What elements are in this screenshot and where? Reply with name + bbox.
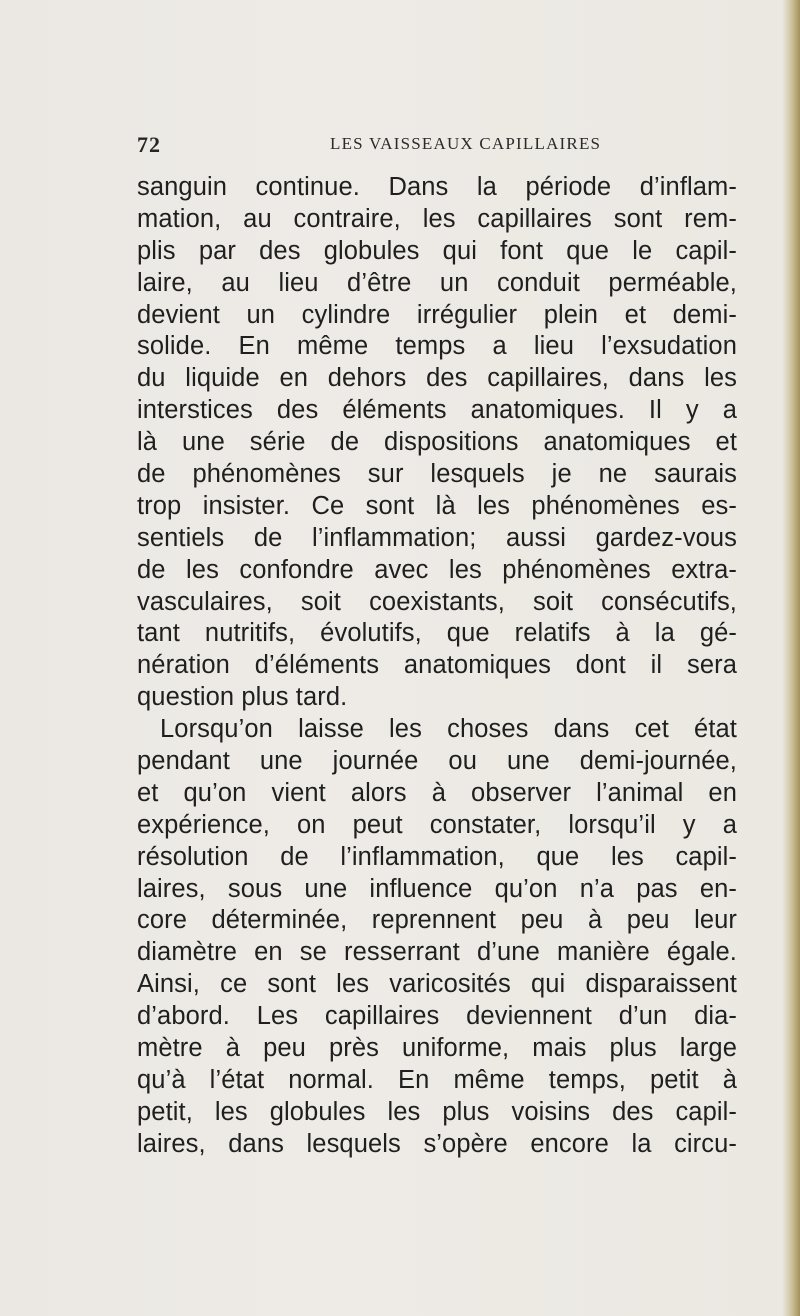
body-text (137, 172, 737, 1161)
text-line: laires, dans lesquels s’opère encore la circu- (137, 1129, 737, 1158)
text-line: diamètre en se resserrant d’une manière égale. (137, 938, 737, 967)
text-line: laire, au lieu d’être un conduit perméable, (137, 268, 737, 297)
text-line: résolution de l’inflammation, que les capil- (137, 842, 737, 871)
text-line: vasculaires, soit coexistants, soit consécutifs, (137, 587, 737, 616)
text-line: de les confondre avec les phénomènes extra- (137, 555, 737, 584)
page-edge-shadow (782, 0, 800, 1316)
text-line: devient un cylindre irrégulier plein et demi- (137, 300, 737, 329)
text-line: qu’à l’état normal. En même temps, petit à (137, 1065, 737, 1094)
text-line: petit, les globules les plus voisins des capil- (137, 1097, 737, 1126)
text-line: mètre à peu près uniforme, mais plus large (137, 1034, 737, 1063)
text-line: tant nutritifs, évolutifs, que relatifs à la gé- (137, 619, 737, 648)
text-line: expérience, on peut constater, lorsqu’il y a (137, 810, 737, 839)
text-line: d’abord. Les capillaires deviennent d’un dia- (137, 1002, 737, 1031)
text-line: nération d’éléments anatomiques dont il sera (137, 651, 737, 680)
text-line: de phénomènes sur lesquels je ne saurais (137, 460, 737, 489)
text-line: et qu’on vient alors à observer l’animal en (137, 778, 737, 807)
text-line: Lorsqu’on laisse les choses dans cet état (160, 715, 737, 744)
text-line: laires, sous une influence qu’on n’a pas en- (137, 874, 737, 903)
text-line: mation, au contraire, les capillaires sont rem- (137, 204, 737, 233)
running-title: LES VAISSEAUX CAPILLAIRES (330, 134, 602, 153)
text-line: question plus tard. (137, 683, 348, 712)
text-line: du liquide en dehors des capillaires, dans les (137, 364, 737, 393)
text-line: core déterminée, reprennent peu à peu leur (137, 906, 737, 935)
text-line: sanguin continue. Dans la période d’inflam- (137, 173, 737, 201)
text-line: interstices des éléments anatomiques. Il y a (137, 396, 737, 425)
text-line: plis par des globules qui font que le capil- (137, 236, 737, 265)
text-line: trop insister. Ce sont là les phénomènes es- (137, 491, 737, 520)
text-line: pendant une journée ou une demi-journée, (137, 747, 737, 776)
text-line: solide. En même temps a lieu l’exsudation (137, 332, 737, 361)
page-number: 72 (137, 132, 161, 157)
text-line: Ainsi, ce sont les varicosités qui disparaissent (137, 970, 737, 999)
text-line: sentiels de l’inflammation; aussi gardez-vous (137, 523, 737, 552)
text-line: là une série de dispositions anatomiques et (137, 428, 737, 457)
